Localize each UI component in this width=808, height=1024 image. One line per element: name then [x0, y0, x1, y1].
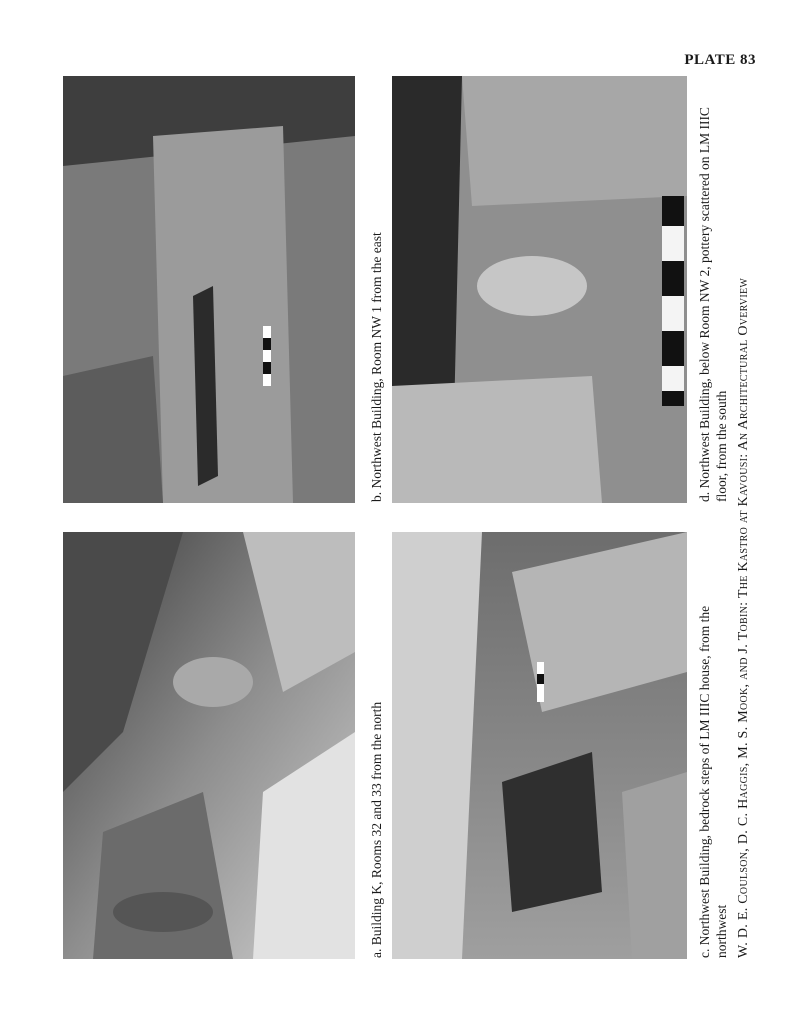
caption-d-line2: floor, from the south [714, 390, 729, 502]
caption-c-line2: northwest [714, 904, 729, 958]
caption-d-line1: d. Northwest Building, below Room NW 2, pottery scattered on LM IIIC [697, 107, 712, 502]
photo-c-image [392, 532, 687, 959]
footer-authors-title: W. D. E. Coulson, D. C. Haggis, M. S. Mook, and J. Tobin: The Kastro at Kavousi: An Architectural Overview [736, 277, 751, 958]
photo-c [392, 532, 687, 959]
caption-a: a. Building K, Rooms 32 and 33 from the north [369, 701, 384, 958]
caption-c-line1: c. Northwest Building, bedrock steps of LM IIIC house, from the [697, 605, 712, 958]
photo-a-image [63, 532, 355, 959]
photo-a [63, 532, 355, 959]
plate-number: PLATE 83 [684, 52, 756, 68]
photo-b [63, 76, 355, 503]
caption-c [696, 606, 730, 958]
photo-d-image [392, 76, 687, 503]
photo-b-image [63, 76, 355, 503]
photo-d [392, 76, 687, 503]
caption-b: b. Northwest Building, Room NW 1 from the east [369, 232, 384, 502]
caption-d [696, 107, 730, 502]
